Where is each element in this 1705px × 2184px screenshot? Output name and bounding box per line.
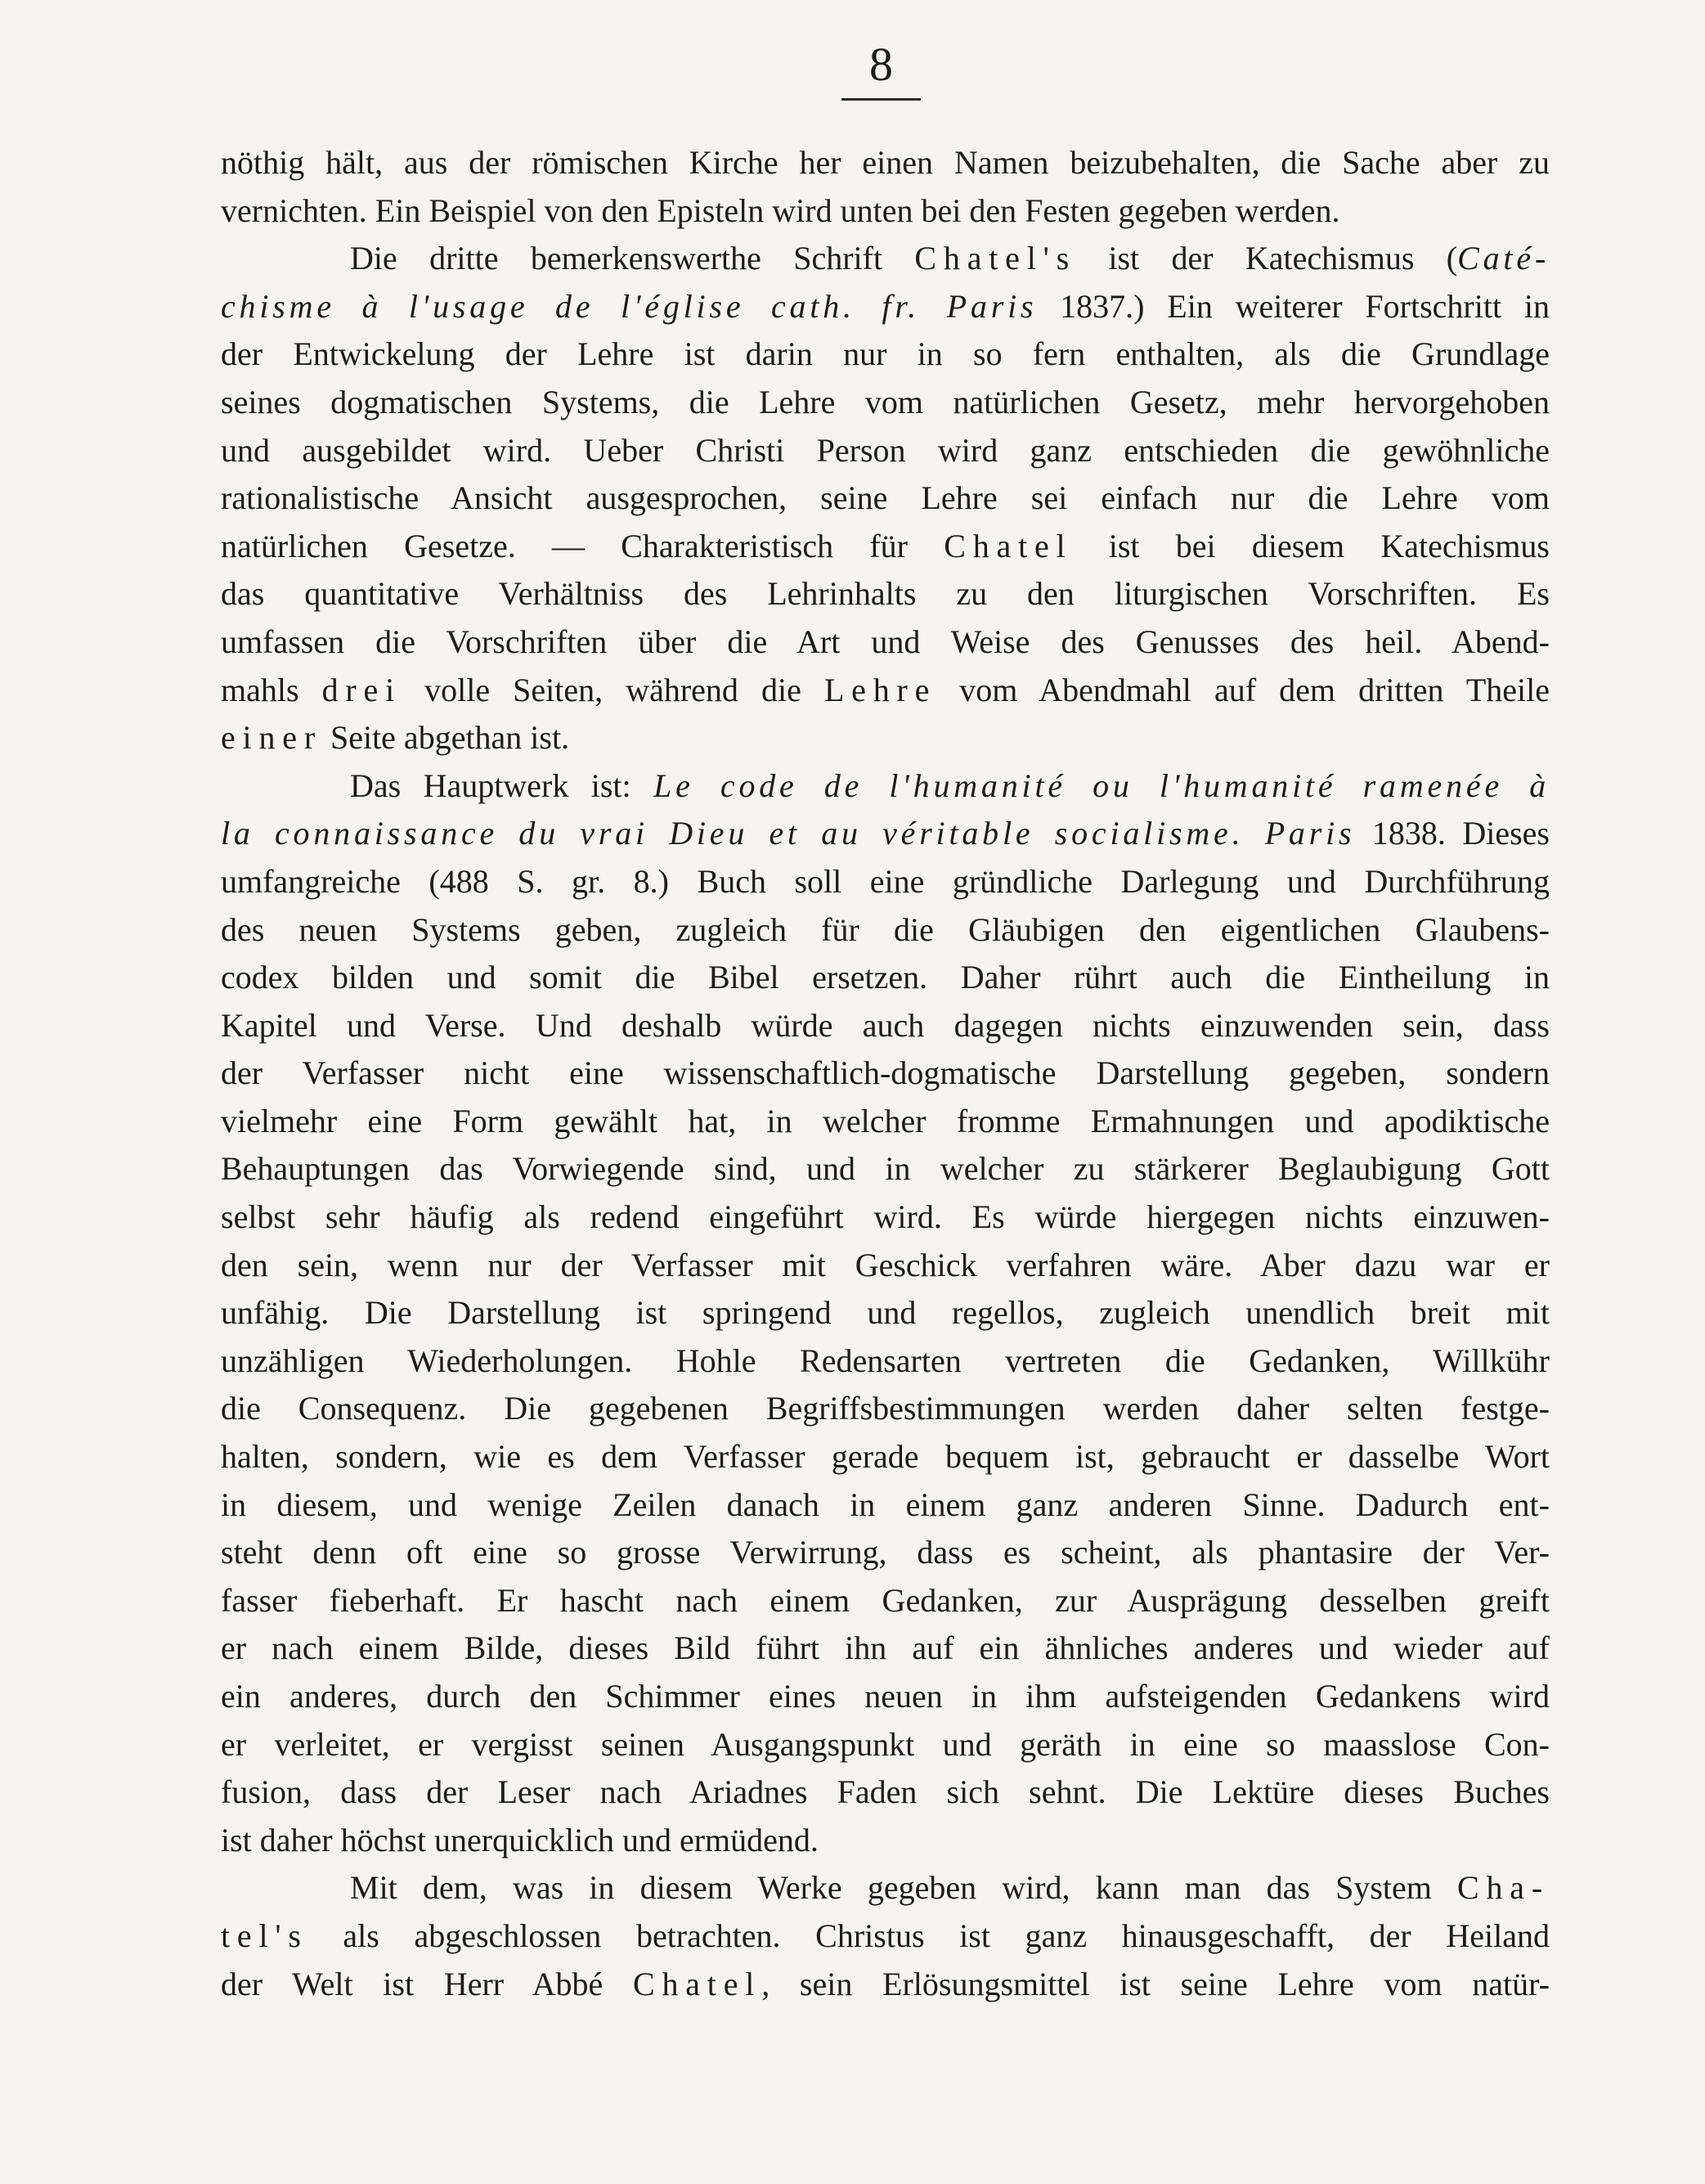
text-run: 1837.) Ein weiterer Fortschritt in: [1037, 287, 1550, 325]
text-run: Mit dem, was in diesem Werke gegeben wird, kann man das System: [350, 1869, 1458, 1907]
text-run: codex bilden und somit die Bibel ersetzen. Daher rührt auch die Eintheilung in: [221, 959, 1550, 996]
emphasized-text: Caté-: [1457, 240, 1550, 277]
text-run: selbst sehr häufig als redend eingeführt wird. Es würde hiergegen nichts einzuwen-: [221, 1198, 1550, 1236]
text-line: [221, 1864, 1550, 1912]
text-line: [221, 139, 1550, 187]
text-line: [221, 906, 1550, 955]
text-run: unzähligen Wiederholungen. Hohle Redensarten vertreten die Gedanken, Willkühr: [221, 1341, 1550, 1379]
text-line: [221, 379, 1550, 427]
text-run: seines dogmatischen Systems, die Lehre vom natürlichen Gesetz, mehr hervorgehoben: [221, 383, 1550, 420]
text-run: vernichten. Ein Beispiel von den Episteln wird unten bei den Festen gegeben werden.: [221, 191, 1340, 229]
text-line: [221, 1433, 1550, 1481]
text-line: [221, 667, 1550, 715]
emphasized-text: drei: [321, 671, 402, 708]
text-run: er verleitet, er vergisst seinen Ausgangspunkt und geräth in eine so maasslose Con-: [221, 1725, 1550, 1763]
text-line: [221, 235, 1550, 283]
text-run: unfähig. Die Darstellung ist springend und regellos, zugleich unendlich breit mit: [221, 1294, 1550, 1332]
text-line: [221, 1768, 1550, 1817]
text-line: [221, 810, 1550, 858]
text-run: ein anderes, durch den Schimmer eines neuen in ihm aufsteigenden Gedankens wird: [221, 1678, 1550, 1714]
emphasized-text: Le code de l'humanité ou l'humanité ramenée à: [653, 766, 1550, 804]
text-line: [221, 1289, 1550, 1337]
text-run: Die dritte bemerkenswerthe Schrift: [350, 240, 915, 277]
text-line: [221, 427, 1550, 475]
text-line: [221, 1145, 1550, 1193]
emphasized-text: la connaissance du vrai Dieu et au véritable socialisme. Paris: [221, 815, 1356, 852]
text-line: [221, 523, 1550, 571]
text-line: [221, 330, 1550, 379]
text-line: [221, 1193, 1550, 1242]
text-run: Seite abgethan ist.: [321, 719, 570, 757]
emphasized-text: Chatel's: [914, 240, 1077, 277]
text-run: 1838. Dieses: [1355, 815, 1550, 852]
text-line: [221, 1961, 1550, 2009]
text-line: [221, 1912, 1550, 1961]
emphasized-text: Cha-: [1457, 1869, 1550, 1907]
body-text: [221, 139, 1550, 2008]
text-line: [221, 1002, 1550, 1050]
text-run: als abgeschlossen betrachten. Christus ist ganz hinausgeschafft, der Heiland: [307, 1917, 1550, 1954]
text-line: [221, 474, 1550, 523]
page-number: 8: [841, 41, 921, 101]
text-run: volle Seiten, während die: [402, 671, 824, 708]
text-run: halten, sondern, wie es dem Verfasser gerade bequem ist, gebraucht er dasselbe Wort: [221, 1438, 1550, 1476]
text-line: [221, 858, 1550, 906]
text-run: nöthig hält, aus der römischen Kirche her einen Namen beizubehalten, die Sache aber zu: [221, 144, 1550, 181]
text-line: [221, 1242, 1550, 1290]
text-run: umfangreiche (488 S. gr. 8.) Buch soll eine gründliche Darlegung und Durchführung: [221, 862, 1550, 900]
text-run: , sein Erlösungsmittel ist seine Lehre vom natür-: [761, 1965, 1550, 2002]
text-run: der Welt ist Herr Abbé: [221, 1965, 633, 2002]
text-run: fusion, dass der Leser nach Ariadnes Faden sich sehnt. Die Lektüre dieses Buches: [221, 1773, 1550, 1811]
text-line: [221, 954, 1550, 1002]
text-line: [221, 1481, 1550, 1530]
text-run: Kapitel und Verse. Und deshalb würde auch dagegen nichts einzuwenden sein, dass: [221, 1006, 1550, 1044]
text-run: ist der Katechismus (: [1076, 240, 1458, 277]
text-line: [221, 714, 1550, 762]
text-run: umfassen die Vorschriften über die Art und Weise des Genusses des heil. Abend-: [221, 622, 1550, 660]
text-line: [221, 618, 1550, 667]
text-line: [221, 762, 1550, 811]
text-line: [221, 283, 1550, 331]
page-header: [0, 38, 1705, 101]
text-run: Das Hauptwerk ist:: [350, 766, 654, 804]
text-line: [221, 1721, 1550, 1769]
emphasized-text: Chatel: [944, 527, 1073, 564]
text-run: fasser fieberhaft. Er hascht nach einem Gedanken, zur Ausprägung desselben greift: [221, 1581, 1550, 1619]
emphasized-text: chisme à l'usage de l'église cath. fr. Paris: [221, 287, 1038, 325]
text-run: steht denn oft eine so grosse Verwirrung, dass es scheint, als phantasire der Ver-: [221, 1534, 1550, 1571]
text-run: Behauptungen das Vorwiegende sind, und in welcher zu stärkerer Beglaubigung Gott: [221, 1150, 1550, 1188]
text-run: den sein, wenn nur der Verfasser mit Geschick verfahren wäre. Aber dazu war er: [221, 1246, 1550, 1283]
emphasized-text: einer: [221, 719, 322, 757]
text-line: [221, 570, 1550, 618]
text-line: [221, 1577, 1550, 1625]
text-line: [221, 1049, 1550, 1098]
text-run: vom Abendmahl auf dem dritten Theile: [936, 671, 1550, 708]
text-line: [221, 187, 1550, 236]
text-run: der Verfasser nicht eine wissenschaftlich-dogmatische Darstellung gegeben, sondern: [221, 1054, 1550, 1092]
emphasized-text: tel's: [221, 1917, 308, 1954]
text-line: [221, 1337, 1550, 1386]
text-line: [221, 1625, 1550, 1673]
text-run: des neuen Systems geben, zugleich für die Gläubigen den eigentlichen Glaubens-: [221, 910, 1550, 948]
emphasized-text: Lehre: [823, 671, 937, 708]
text-line: [221, 1529, 1550, 1577]
text-run: das quantitative Verhältniss des Lehrinhalts zu den liturgischen Vorschriften. Es: [221, 575, 1550, 613]
text-run: vielmehr eine Form gewählt hat, in welcher fromme Ermahnungen und apodiktische: [221, 1102, 1550, 1139]
text-run: ist bei diesem Katechismus: [1072, 527, 1550, 564]
text-run: natürlichen Gesetze. — Charakteristisch für: [221, 527, 944, 564]
text-run: und ausgebildet wird. Ueber Christi Person wird ganz entschieden die gewöhnliche: [221, 431, 1550, 469]
text-run: er nach einem Bilde, dieses Bild führt ihn auf ein ähnliches anderes und wieder auf: [221, 1629, 1550, 1667]
text-run: die Consequenz. Die gegebenen Begriffsbestimmungen werden daher selten festge-: [221, 1390, 1550, 1427]
text-line: [221, 1817, 1550, 1865]
text-run: rationalistische Ansicht ausgesprochen, seine Lehre sei einfach nur die Lehre vom: [221, 479, 1550, 517]
text-run: der Entwickelung der Lehre ist darin nur in so fern enthalten, als die Grundlage: [221, 335, 1550, 373]
text-run: in diesem, und wenige Zeilen danach in einem ganz anderen Sinne. Dadurch ent-: [221, 1485, 1550, 1523]
text-run: mahls: [221, 671, 322, 708]
emphasized-text: Chatel: [632, 1965, 762, 2002]
text-line: [221, 1098, 1550, 1146]
text-run: ist daher höchst unerquicklich und ermüdend.: [221, 1821, 819, 1858]
text-line: [221, 1385, 1550, 1433]
text-line: [221, 1673, 1550, 1721]
